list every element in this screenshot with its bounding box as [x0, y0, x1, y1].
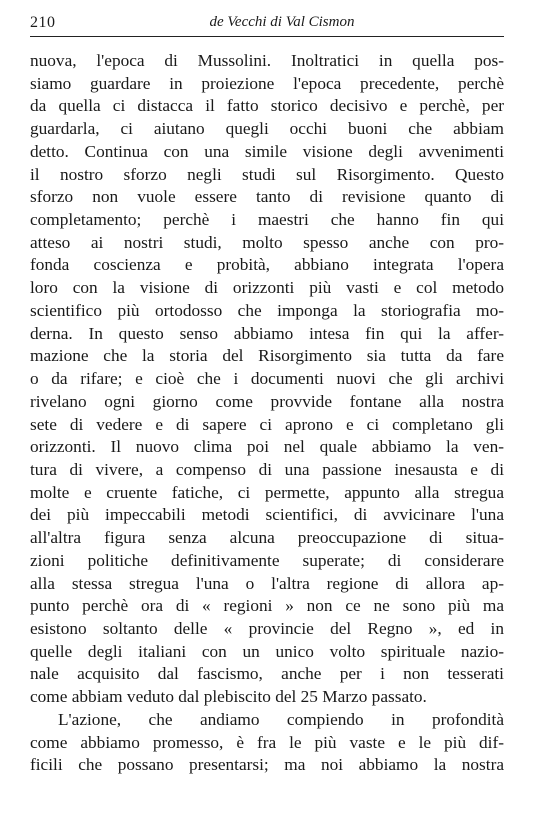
text-line: alla stessa stregua l'una o l'altra regione di allora ap- [30, 573, 504, 593]
text-line: come abbiamo promesso, è fra le più vaste e le più dif- [30, 732, 504, 752]
text-line: esistono soltanto delle « provincie del Regno », ed in [30, 618, 504, 638]
text-line: mazione che la storia del Risorgimento sia tutta da fare [30, 346, 504, 366]
text-line: zioni politiche definitivamente superate; di considerare [30, 550, 504, 570]
paragraph-end-line: come abbiam veduto dal plebiscito del 25 Marzo passato. [30, 687, 427, 707]
body-text [30, 50, 504, 777]
text-line: siamo guardare in proiezione l'epoca precedente, perchè [30, 73, 504, 93]
text-line: nuova, l'epoca di Mussolini. Inoltratici in quella pos- [30, 51, 504, 70]
text-line: rivelano ogni giorno come provvide fontane alla nostra [30, 391, 504, 411]
text-line: da quella ci distacca il fatto storico decisivo e perchè, per [30, 96, 504, 116]
text-line: detto. Continua con una simile visione degli avvenimenti [30, 141, 504, 161]
text-line: quelle degli italiani con un unico volto spirituale nazio- [30, 641, 504, 661]
text-line: molte e cruente fatiche, ci permette, appunto alla stregua [30, 482, 504, 502]
text-line: loro con la visione di orizzonti più vasti e col metodo [30, 278, 504, 298]
page-number: 210 [30, 14, 56, 31]
text-line: nale acquisito dal fascismo, anche per i non tesserati [30, 664, 504, 684]
text-line: punto perchè ora di « regioni » non ce ne sono più ma [30, 596, 504, 616]
text-line: tura di vivere, a compenso di una passione inesausta e di [30, 459, 504, 479]
text-line: ficili che possano presentarsi; ma noi abbiamo la nostra [30, 755, 504, 775]
text-line: scientifico più ortodosso che imponga la storiografia mo- [30, 300, 504, 320]
page-header [30, 8, 504, 37]
text-line: o da rifare; e cioè che i documenti nuovi che gli archivi [30, 369, 504, 389]
text-line: sete di vedere e di sapere ci aprono e ci completano gli [30, 414, 504, 434]
text-line: fonda coscienza e probità, abbiano integrata l'opera [30, 255, 504, 275]
text-line: atteso ai nostri studi, molto spesso anche con pro- [30, 232, 504, 252]
text-line: dei più impeccabili metodi scientifici, di avvicinare l'una [30, 505, 504, 525]
text-line: guardarla, ci aiutano quegli occhi buoni che abbiam [30, 119, 504, 139]
text-line: completamento; perchè i maestri che hanno fin qui [30, 210, 504, 230]
paragraph-start-line: L'azione, che andiamo compiendo in profondità [58, 709, 504, 729]
running-title: de Vecchi di Val Cismon [209, 14, 355, 30]
text-line: derna. In questo senso abbiamo intesa fin qui la affer- [30, 323, 504, 343]
text-line: il nostro sforzo negli studi sul Risorgimento. Questo [30, 164, 504, 184]
text-line: orizzonti. Il nuovo clima poi nel quale abbiamo la ven- [30, 437, 504, 457]
text-line: all'altra figura senza alcuna preoccupazione di situa- [30, 528, 504, 548]
text-line: sforzo non vuole essere tanto di revisione quanto di [30, 187, 504, 207]
